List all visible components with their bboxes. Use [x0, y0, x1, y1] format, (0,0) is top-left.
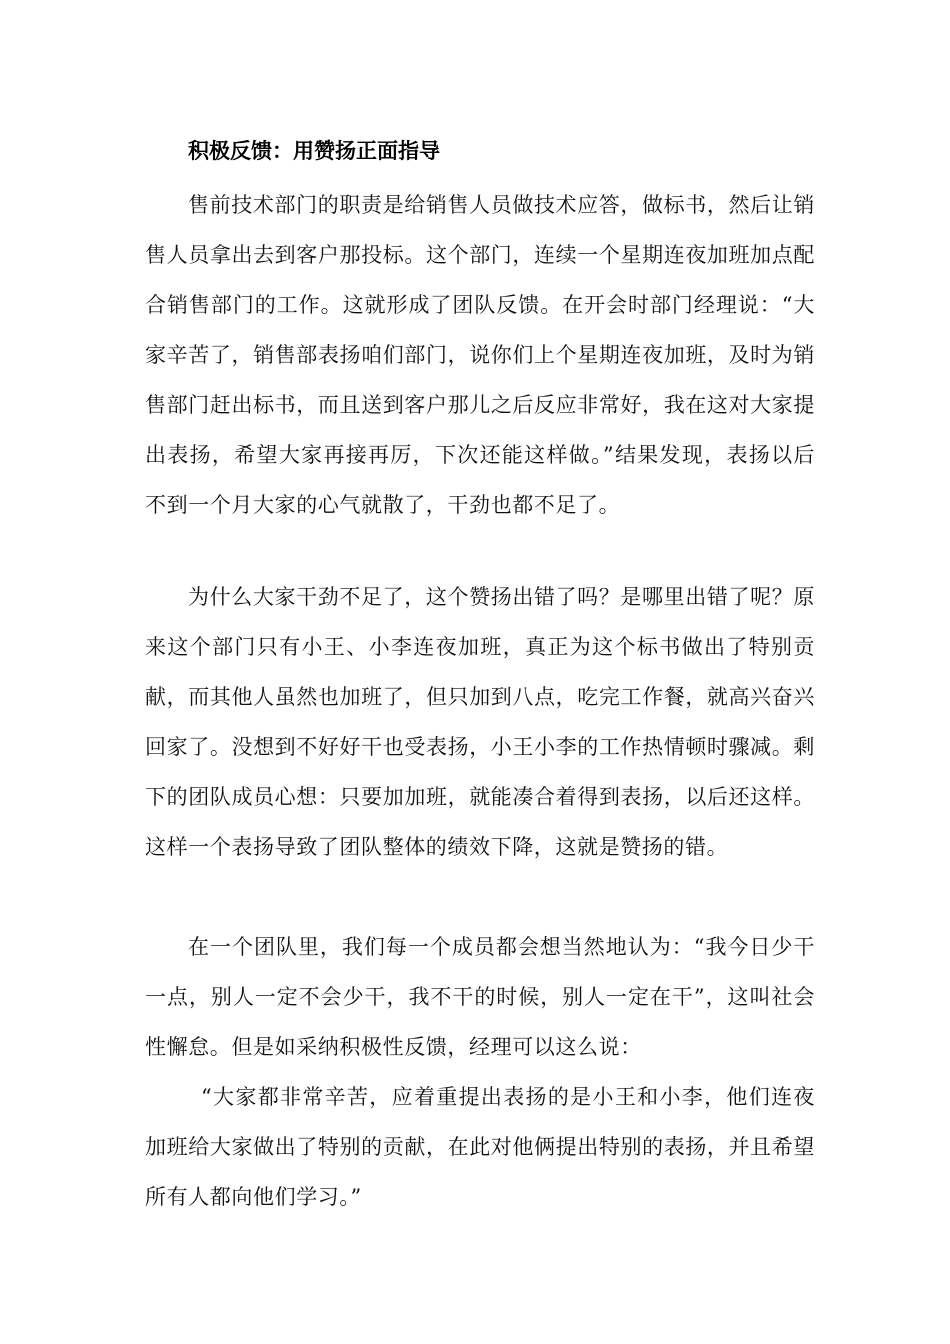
paragraph-presales-story: 售前技术部门的职责是给销售人员做技术应答，做标书，然后让销售人员拿出去到客户那投标。这个部门，连续一个星期连夜加班加点配合销售部门的工作。这就形成了团队反馈。在开会时部门经理说：“大家辛苦了，销售部表扬咱们部门，说你们上个星期连夜加班，及时为销售部门赶出标书，而且送到客户那儿之后反应非常好，我在这对大家提出表扬，希望大家再接再厉，下次还能这样做。”结果发现，表扬以后不到一个月大家的心气就散了，干劲也都不足了。: [145, 193, 815, 517]
section-title: 积极反馈：用赞扬正面指导: [188, 139, 440, 163]
paragraph-social-loafing: 在一个团队里，我们每一个成员都会想当然地认为：“我今日少干一点，别人一定不会少干，我不干的时候，别人一定在干”，这叫社会性懈怠。但是如采纳积极性反馈，经理可以这么说：: [145, 935, 815, 1059]
paragraph-positive-feedback-quote: “大家都非常辛苦，应着重提出表扬的是小王和小李，他们连夜加班给大家做出了特别的贡献，在此对他俩提出特别的表扬，并且希望所有人都向他们学习。”: [145, 1085, 815, 1209]
paragraph-why-praise-failed: 为什么大家干劲不足了，这个赞扬出错了吗？是哪里出错了呢？原来这个部门只有小王、小李连夜加班，真正为这个标书做出了特别贡献，而其他人虽然也加班了，但只加到八点，吃完工作餐，就高兴奋兴回家了。没想到不好好干也受表扬，小王小李的工作热情顿时骤减。剩下的团队成员心想：只要加加班，就能凑合着得到表扬，以后还这样。这样一个表扬导致了团队整体的绩效下降，这就是赞扬的错。: [145, 585, 815, 859]
